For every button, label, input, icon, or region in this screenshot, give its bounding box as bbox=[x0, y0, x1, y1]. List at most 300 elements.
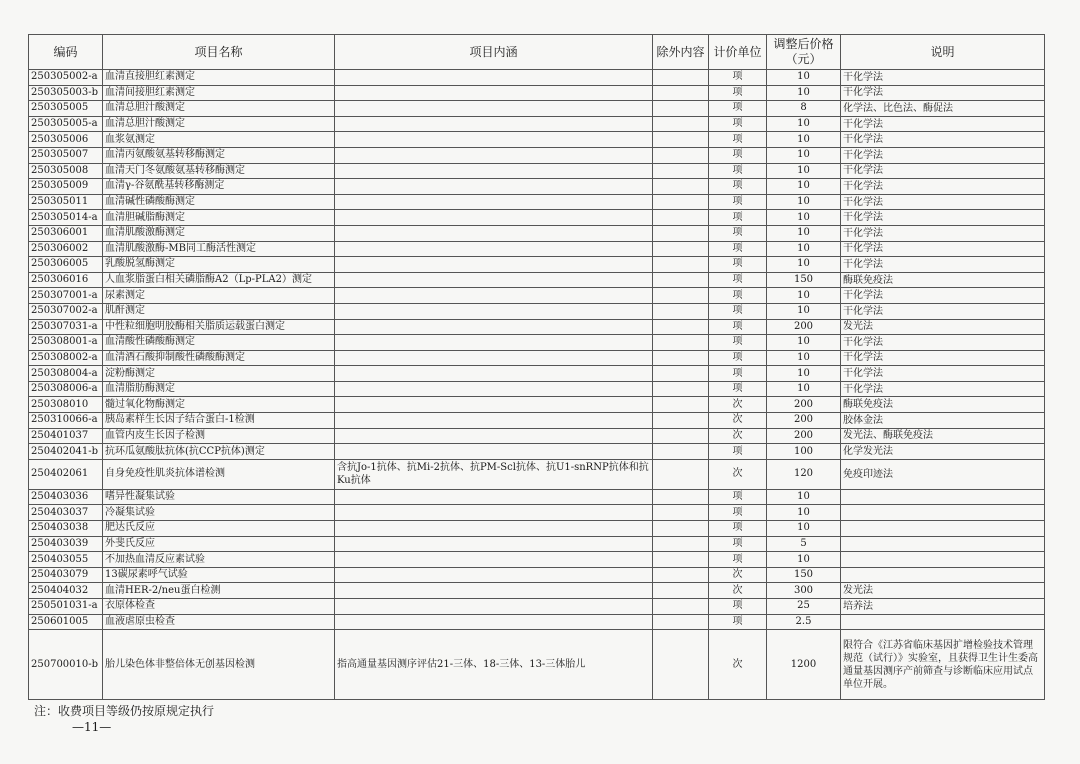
cell-unit: 项 bbox=[709, 116, 767, 132]
table-row bbox=[29, 210, 1045, 226]
cell-remark: 干化学法 bbox=[841, 225, 1045, 241]
cell-price: 1200 bbox=[767, 630, 841, 700]
cell-code: 250307031-a bbox=[29, 319, 103, 335]
table-row bbox=[29, 225, 1045, 241]
table-body bbox=[29, 70, 1045, 700]
cell-unit: 项 bbox=[709, 552, 767, 568]
cell-code: 250402061 bbox=[29, 459, 103, 489]
cell-remark: 干化学法 bbox=[841, 303, 1045, 319]
cell-name: 外斐氏反应 bbox=[103, 536, 335, 552]
cell-unit: 项 bbox=[709, 599, 767, 615]
cell-name: 血浆氨测定 bbox=[103, 132, 335, 148]
cell-price: 200 bbox=[767, 428, 841, 444]
cell-content bbox=[335, 132, 653, 148]
table-row bbox=[29, 303, 1045, 319]
cell-exclusion bbox=[653, 101, 709, 117]
cell-name: 血清碱性磷酸酶测定 bbox=[103, 194, 335, 210]
cell-name: 淀粉酶测定 bbox=[103, 366, 335, 382]
header-code: 编码 bbox=[29, 35, 103, 70]
cell-name: 血清胆碱脂酶测定 bbox=[103, 210, 335, 226]
cell-exclusion bbox=[653, 179, 709, 195]
cell-remark: 培养法 bbox=[841, 599, 1045, 615]
cell-exclusion bbox=[653, 459, 709, 489]
cell-content bbox=[335, 428, 653, 444]
cell-price: 200 bbox=[767, 397, 841, 413]
cell-content bbox=[335, 116, 653, 132]
cell-unit: 项 bbox=[709, 288, 767, 304]
cell-name: 血清酸性磷酸酶测定 bbox=[103, 335, 335, 351]
cell-name: 自身免疫性肌炎抗体谱检测 bbox=[103, 459, 335, 489]
cell-exclusion bbox=[653, 241, 709, 257]
cell-content bbox=[335, 397, 653, 413]
table-row bbox=[29, 397, 1045, 413]
cell-unit: 项 bbox=[709, 350, 767, 366]
cell-code: 250305009 bbox=[29, 179, 103, 195]
cell-name: 冷凝集试验 bbox=[103, 505, 335, 521]
cell-exclusion bbox=[653, 257, 709, 273]
cell-content bbox=[335, 272, 653, 288]
cell-remark bbox=[841, 552, 1045, 568]
cell-exclusion bbox=[653, 163, 709, 179]
table-row bbox=[29, 599, 1045, 615]
cell-unit: 项 bbox=[709, 147, 767, 163]
table-row bbox=[29, 444, 1045, 460]
cell-name: 血清丙氨酸氨基转移酶测定 bbox=[103, 147, 335, 163]
cell-code: 250700010-b bbox=[29, 630, 103, 700]
cell-price: 10 bbox=[767, 241, 841, 257]
cell-name: 血清天门冬氨酸氨基转移酶测定 bbox=[103, 163, 335, 179]
cell-exclusion bbox=[653, 70, 709, 86]
table-row bbox=[29, 272, 1045, 288]
cell-name: 血清直接胆红素测定 bbox=[103, 70, 335, 86]
cell-unit: 项 bbox=[709, 536, 767, 552]
cell-remark: 化学发光法 bbox=[841, 444, 1045, 460]
table-row bbox=[29, 335, 1045, 351]
cell-remark: 干化学法 bbox=[841, 194, 1045, 210]
cell-unit: 项 bbox=[709, 194, 767, 210]
table-row bbox=[29, 350, 1045, 366]
fee-table bbox=[28, 34, 1045, 700]
cell-content bbox=[335, 413, 653, 429]
cell-price: 10 bbox=[767, 521, 841, 537]
cell-exclusion bbox=[653, 552, 709, 568]
cell-exclusion bbox=[653, 428, 709, 444]
cell-exclusion bbox=[653, 288, 709, 304]
cell-content bbox=[335, 444, 653, 460]
table-row bbox=[29, 552, 1045, 568]
cell-exclusion bbox=[653, 397, 709, 413]
table-header-row bbox=[29, 35, 1045, 70]
cell-unit: 项 bbox=[709, 210, 767, 226]
cell-content bbox=[335, 303, 653, 319]
cell-name: 血清总胆汁酸测定 bbox=[103, 116, 335, 132]
cell-unit: 项 bbox=[709, 614, 767, 630]
cell-code: 250306016 bbox=[29, 272, 103, 288]
cell-remark: 干化学法 bbox=[841, 116, 1045, 132]
cell-remark: 干化学法 bbox=[841, 85, 1045, 101]
cell-price: 10 bbox=[767, 210, 841, 226]
table-row bbox=[29, 163, 1045, 179]
cell-content: 含抗Jo-1抗体、抗Mi-2抗体、抗PM-Scl抗体、抗U1-snRNP抗体和抗Ku抗体 bbox=[335, 459, 653, 489]
cell-code: 250403055 bbox=[29, 552, 103, 568]
cell-content bbox=[335, 366, 653, 382]
cell-name: 乳酸脱氢酶测定 bbox=[103, 257, 335, 273]
cell-price: 150 bbox=[767, 272, 841, 288]
cell-exclusion bbox=[653, 599, 709, 615]
cell-remark: 干化学法 bbox=[841, 179, 1045, 195]
cell-code: 250308006-a bbox=[29, 381, 103, 397]
cell-exclusion bbox=[653, 444, 709, 460]
cell-price: 25 bbox=[767, 599, 841, 615]
cell-remark: 干化学法 bbox=[841, 70, 1045, 86]
cell-price: 10 bbox=[767, 288, 841, 304]
cell-code: 250308010 bbox=[29, 397, 103, 413]
table-row bbox=[29, 428, 1045, 444]
cell-price: 2.5 bbox=[767, 614, 841, 630]
cell-content bbox=[335, 241, 653, 257]
cell-content bbox=[335, 505, 653, 521]
cell-name: 血清总胆汁酸测定 bbox=[103, 101, 335, 117]
cell-content bbox=[335, 210, 653, 226]
cell-price: 100 bbox=[767, 444, 841, 460]
table-row bbox=[29, 257, 1045, 273]
header-exclusion: 除外内容 bbox=[653, 35, 709, 70]
cell-exclusion bbox=[653, 272, 709, 288]
cell-content bbox=[335, 567, 653, 583]
header-name: 项目名称 bbox=[103, 35, 335, 70]
cell-remark: 干化学法 bbox=[841, 163, 1045, 179]
cell-remark: 限符合《江苏省临床基因扩增检验技术管理规范（试行）》实验室，且获得卫生计生委高通量基因测序产前筛查与诊断临床应用试点单位开展。 bbox=[841, 630, 1045, 700]
table-row bbox=[29, 85, 1045, 101]
table-row bbox=[29, 614, 1045, 630]
cell-content bbox=[335, 225, 653, 241]
cell-name: 血液虐原虫检查 bbox=[103, 614, 335, 630]
cell-remark bbox=[841, 505, 1045, 521]
cell-code: 250403079 bbox=[29, 567, 103, 583]
cell-price: 200 bbox=[767, 413, 841, 429]
cell-unit: 次 bbox=[709, 459, 767, 489]
table-row bbox=[29, 583, 1045, 599]
cell-code: 250404032 bbox=[29, 583, 103, 599]
cell-code: 250601005 bbox=[29, 614, 103, 630]
cell-name: 肥达氏反应 bbox=[103, 521, 335, 537]
cell-unit: 次 bbox=[709, 428, 767, 444]
table-row bbox=[29, 194, 1045, 210]
table-row bbox=[29, 521, 1045, 537]
table-row bbox=[29, 567, 1045, 583]
cell-unit: 项 bbox=[709, 132, 767, 148]
cell-remark: 干化学法 bbox=[841, 381, 1045, 397]
cell-name: 13碳尿素呼气试验 bbox=[103, 567, 335, 583]
cell-code: 250308004-a bbox=[29, 366, 103, 382]
cell-content bbox=[335, 350, 653, 366]
cell-name: 血清酒石酸抑制酸性磷酸酶测定 bbox=[103, 350, 335, 366]
cell-price: 10 bbox=[767, 335, 841, 351]
cell-name: 抗环瓜氨酸肽抗体(抗CCP抗体)测定 bbox=[103, 444, 335, 460]
cell-exclusion bbox=[653, 132, 709, 148]
cell-name: 嗜异性凝集试验 bbox=[103, 489, 335, 505]
header-unit: 计价单位 bbox=[709, 35, 767, 70]
header-remark: 说明 bbox=[841, 35, 1045, 70]
cell-content bbox=[335, 163, 653, 179]
cell-price: 10 bbox=[767, 163, 841, 179]
table-row bbox=[29, 536, 1045, 552]
cell-remark bbox=[841, 489, 1045, 505]
cell-code: 250402041-b bbox=[29, 444, 103, 460]
cell-content bbox=[335, 85, 653, 101]
cell-remark bbox=[841, 567, 1045, 583]
cell-code: 250305008 bbox=[29, 163, 103, 179]
cell-exclusion bbox=[653, 225, 709, 241]
cell-content bbox=[335, 257, 653, 273]
cell-exclusion bbox=[653, 303, 709, 319]
cell-price: 10 bbox=[767, 194, 841, 210]
cell-content bbox=[335, 335, 653, 351]
cell-remark bbox=[841, 614, 1045, 630]
table-row bbox=[29, 70, 1045, 86]
cell-name: 血清γ-谷氨酰基转移酶测定 bbox=[103, 179, 335, 195]
cell-price: 8 bbox=[767, 101, 841, 117]
cell-remark: 干化学法 bbox=[841, 210, 1045, 226]
cell-exclusion bbox=[653, 194, 709, 210]
cell-name: 髓过氧化物酶测定 bbox=[103, 397, 335, 413]
cell-unit: 项 bbox=[709, 179, 767, 195]
cell-price: 10 bbox=[767, 179, 841, 195]
cell-name: 胎儿染色体非整倍体无创基因检测 bbox=[103, 630, 335, 700]
page-number: —11— bbox=[72, 720, 112, 734]
table-row bbox=[29, 366, 1045, 382]
cell-price: 5 bbox=[767, 536, 841, 552]
cell-remark bbox=[841, 521, 1045, 537]
header-price: 调整后价格（元） bbox=[767, 35, 841, 70]
cell-remark: 胶体金法 bbox=[841, 413, 1045, 429]
cell-content bbox=[335, 552, 653, 568]
cell-remark: 发光法 bbox=[841, 319, 1045, 335]
cell-unit: 项 bbox=[709, 521, 767, 537]
cell-name: 血清脂肪酶测定 bbox=[103, 381, 335, 397]
cell-exclusion bbox=[653, 350, 709, 366]
cell-code: 250305007 bbox=[29, 147, 103, 163]
cell-code: 250403038 bbox=[29, 521, 103, 537]
cell-name: 尿素测定 bbox=[103, 288, 335, 304]
cell-content bbox=[335, 521, 653, 537]
cell-unit: 项 bbox=[709, 335, 767, 351]
cell-price: 10 bbox=[767, 489, 841, 505]
cell-unit: 项 bbox=[709, 272, 767, 288]
cell-unit: 项 bbox=[709, 163, 767, 179]
cell-unit: 项 bbox=[709, 303, 767, 319]
cell-content bbox=[335, 179, 653, 195]
cell-code: 250305011 bbox=[29, 194, 103, 210]
cell-exclusion bbox=[653, 366, 709, 382]
cell-name: 中性粒细胞明胶酶相关脂质运载蛋白测定 bbox=[103, 319, 335, 335]
cell-code: 250305003-b bbox=[29, 85, 103, 101]
cell-content bbox=[335, 101, 653, 117]
table-row bbox=[29, 101, 1045, 117]
cell-content bbox=[335, 288, 653, 304]
cell-unit: 次 bbox=[709, 583, 767, 599]
cell-exclusion bbox=[653, 335, 709, 351]
cell-price: 120 bbox=[767, 459, 841, 489]
cell-price: 10 bbox=[767, 225, 841, 241]
cell-content bbox=[335, 583, 653, 599]
cell-unit: 项 bbox=[709, 225, 767, 241]
cell-exclusion bbox=[653, 210, 709, 226]
cell-code: 250310066-a bbox=[29, 413, 103, 429]
cell-unit: 项 bbox=[709, 85, 767, 101]
cell-name: 肌酐测定 bbox=[103, 303, 335, 319]
cell-exclusion bbox=[653, 413, 709, 429]
cell-content: 指高通量基因测序评估21-三体、18-三体、13-三体胎儿 bbox=[335, 630, 653, 700]
cell-exclusion bbox=[653, 536, 709, 552]
cell-remark: 酶联免疫法 bbox=[841, 272, 1045, 288]
cell-remark: 化学法、比色法、酶促法 bbox=[841, 101, 1045, 117]
cell-price: 10 bbox=[767, 303, 841, 319]
cell-exclusion bbox=[653, 567, 709, 583]
cell-remark: 发光法、酶联免疫法 bbox=[841, 428, 1045, 444]
cell-code: 250403039 bbox=[29, 536, 103, 552]
cell-content bbox=[335, 536, 653, 552]
cell-exclusion bbox=[653, 614, 709, 630]
cell-price: 10 bbox=[767, 257, 841, 273]
cell-name: 胰岛素样生长因子结合蛋白-1检测 bbox=[103, 413, 335, 429]
cell-remark: 免疫印迹法 bbox=[841, 459, 1045, 489]
cell-remark: 干化学法 bbox=[841, 257, 1045, 273]
cell-exclusion bbox=[653, 85, 709, 101]
cell-exclusion bbox=[653, 521, 709, 537]
cell-price: 10 bbox=[767, 366, 841, 382]
cell-price: 10 bbox=[767, 350, 841, 366]
table-row bbox=[29, 381, 1045, 397]
cell-code: 250305002-a bbox=[29, 70, 103, 86]
cell-remark: 干化学法 bbox=[841, 350, 1045, 366]
cell-code: 250305014-a bbox=[29, 210, 103, 226]
cell-unit: 次 bbox=[709, 413, 767, 429]
cell-exclusion bbox=[653, 630, 709, 700]
header-content: 项目内涵 bbox=[335, 35, 653, 70]
cell-code: 250305005 bbox=[29, 101, 103, 117]
cell-unit: 项 bbox=[709, 319, 767, 335]
cell-remark: 干化学法 bbox=[841, 288, 1045, 304]
cell-code: 250307002-a bbox=[29, 303, 103, 319]
cell-unit: 项 bbox=[709, 505, 767, 521]
cell-price: 10 bbox=[767, 552, 841, 568]
table-row bbox=[29, 288, 1045, 304]
cell-name: 血清肌酸激酶测定 bbox=[103, 225, 335, 241]
cell-name: 人血浆脂蛋白相关磷脂酶A2（Lp-PLA2）测定 bbox=[103, 272, 335, 288]
table-row bbox=[29, 179, 1045, 195]
cell-code: 250403036 bbox=[29, 489, 103, 505]
cell-code: 250401037 bbox=[29, 428, 103, 444]
table-row bbox=[29, 241, 1045, 257]
cell-price: 10 bbox=[767, 116, 841, 132]
cell-price: 10 bbox=[767, 85, 841, 101]
table-row bbox=[29, 413, 1045, 429]
cell-content bbox=[335, 381, 653, 397]
cell-price: 200 bbox=[767, 319, 841, 335]
cell-remark: 干化学法 bbox=[841, 147, 1045, 163]
cell-price: 10 bbox=[767, 132, 841, 148]
cell-remark: 干化学法 bbox=[841, 241, 1045, 257]
cell-name: 血清肌酸激酶-MB同工酶活性测定 bbox=[103, 241, 335, 257]
cell-price: 10 bbox=[767, 70, 841, 86]
cell-remark: 发光法 bbox=[841, 583, 1045, 599]
footnote: 注：收费项目等级仍按原规定执行 bbox=[34, 704, 215, 718]
cell-exclusion bbox=[653, 381, 709, 397]
cell-content bbox=[335, 319, 653, 335]
fee-table-container bbox=[28, 34, 1044, 700]
cell-unit: 次 bbox=[709, 630, 767, 700]
table-row bbox=[29, 505, 1045, 521]
cell-price: 10 bbox=[767, 505, 841, 521]
cell-name: 不加热血清反应素试验 bbox=[103, 552, 335, 568]
cell-code: 250305006 bbox=[29, 132, 103, 148]
cell-content bbox=[335, 599, 653, 615]
cell-content bbox=[335, 147, 653, 163]
cell-remark: 酶联免疫法 bbox=[841, 397, 1045, 413]
cell-content bbox=[335, 194, 653, 210]
cell-remark: 干化学法 bbox=[841, 366, 1045, 382]
table-row bbox=[29, 116, 1045, 132]
cell-price: 300 bbox=[767, 583, 841, 599]
cell-unit: 次 bbox=[709, 567, 767, 583]
cell-content bbox=[335, 614, 653, 630]
cell-exclusion bbox=[653, 319, 709, 335]
cell-code: 250308001-a bbox=[29, 335, 103, 351]
cell-code: 250501031-a bbox=[29, 599, 103, 615]
table-row bbox=[29, 459, 1045, 489]
cell-code: 250307001-a bbox=[29, 288, 103, 304]
cell-unit: 项 bbox=[709, 101, 767, 117]
cell-exclusion bbox=[653, 116, 709, 132]
cell-unit: 项 bbox=[709, 444, 767, 460]
table-row bbox=[29, 319, 1045, 335]
cell-remark: 干化学法 bbox=[841, 335, 1045, 351]
cell-code: 250306005 bbox=[29, 257, 103, 273]
cell-code: 250308002-a bbox=[29, 350, 103, 366]
cell-unit: 项 bbox=[709, 70, 767, 86]
cell-unit: 项 bbox=[709, 257, 767, 273]
cell-price: 10 bbox=[767, 147, 841, 163]
table-row bbox=[29, 489, 1045, 505]
cell-unit: 项 bbox=[709, 381, 767, 397]
cell-name: 衣原体检查 bbox=[103, 599, 335, 615]
cell-price: 150 bbox=[767, 567, 841, 583]
cell-unit: 次 bbox=[709, 397, 767, 413]
cell-unit: 项 bbox=[709, 241, 767, 257]
cell-code: 250305005-a bbox=[29, 116, 103, 132]
cell-remark: 干化学法 bbox=[841, 132, 1045, 148]
table-row bbox=[29, 630, 1045, 700]
cell-code: 250403037 bbox=[29, 505, 103, 521]
cell-name: 血清间接胆红素测定 bbox=[103, 85, 335, 101]
cell-content bbox=[335, 70, 653, 86]
cell-content bbox=[335, 489, 653, 505]
cell-name: 血管内皮生长因子检测 bbox=[103, 428, 335, 444]
table-row bbox=[29, 132, 1045, 148]
cell-exclusion bbox=[653, 489, 709, 505]
cell-exclusion bbox=[653, 505, 709, 521]
cell-unit: 项 bbox=[709, 366, 767, 382]
cell-remark bbox=[841, 536, 1045, 552]
cell-exclusion bbox=[653, 147, 709, 163]
cell-exclusion bbox=[653, 583, 709, 599]
cell-price: 10 bbox=[767, 381, 841, 397]
cell-name: 血清HER-2/neu蛋白检测 bbox=[103, 583, 335, 599]
cell-code: 250306002 bbox=[29, 241, 103, 257]
cell-unit: 项 bbox=[709, 489, 767, 505]
table-row bbox=[29, 147, 1045, 163]
